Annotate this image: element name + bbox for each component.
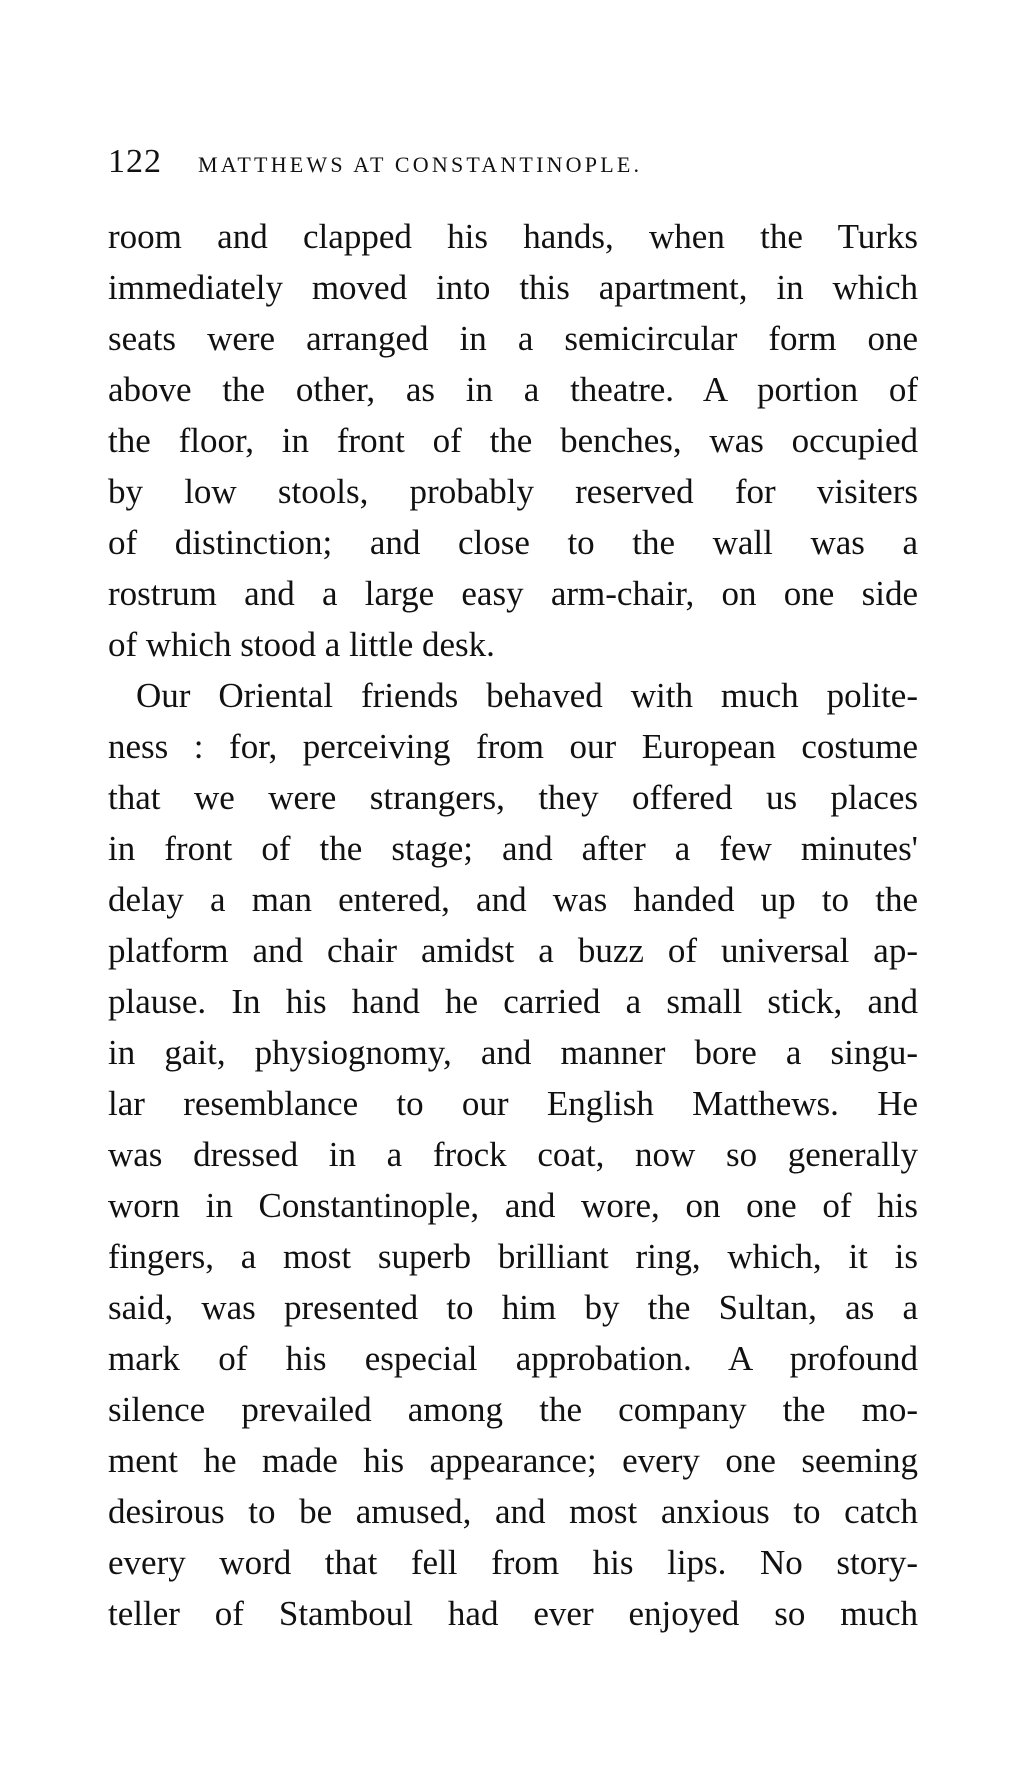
text-line: immediately moved into this apartment, in which [108, 268, 918, 307]
text-line: above the other, as in a theatre. A portion of [108, 370, 918, 409]
body-text [108, 211, 918, 1639]
page-number: 122 [108, 143, 162, 180]
text-line: said, was presented to him by the Sultan, as a [108, 1288, 918, 1327]
text-line: platform and chair amidst a buzz of universal ap- [108, 931, 918, 970]
paragraph-2 [108, 670, 918, 1639]
text-line: in front of the stage; and after a few minutes' [108, 829, 918, 868]
text-line: mark of his especial approbation. A profound [108, 1339, 918, 1378]
text-line: was dressed in a frock coat, now so generally [108, 1135, 918, 1174]
text-line: every word that fell from his lips. No story- [108, 1543, 918, 1582]
text-line: room and clapped his hands, when the Turks [108, 217, 918, 256]
text-line: in gait, physiognomy, and manner bore a singu- [108, 1033, 918, 1072]
text-line: delay a man entered, and was handed up to the [108, 880, 918, 919]
text-line: rostrum and a large easy arm-chair, on one side [108, 574, 918, 613]
text-line: plause. In his hand he carried a small stick, and [108, 982, 918, 1021]
text-line: lar resemblance to our English Matthews. He [108, 1084, 918, 1123]
text-line: desirous to be amused, and most anxious to catch [108, 1492, 918, 1531]
text-line: worn in Constantinople, and wore, on one of his [108, 1186, 918, 1225]
text-line: of distinction; and close to the wall was a [108, 523, 918, 562]
text-line: teller of Stamboul had ever enjoyed so much [108, 1594, 918, 1633]
text-line: by low stools, probably reserved for visiters [108, 472, 918, 511]
text-line: the floor, in front of the benches, was occupied [108, 421, 918, 460]
running-head [108, 142, 918, 182]
text-line: that we were strangers, they offered us places [108, 778, 918, 817]
running-title: MATTHEWS AT CONSTANTINOPLE. [198, 152, 643, 177]
text-line: Our Oriental friends behaved with much polite- [136, 676, 918, 715]
text-line: silence prevailed among the company the mo- [108, 1390, 918, 1429]
text-line: seats were arranged in a semicircular form one [108, 319, 918, 358]
text-line: of which stood a little desk. [108, 625, 495, 664]
paragraph-1 [108, 211, 918, 670]
text-line: ness : for, perceiving from our European costume [108, 727, 918, 766]
text-line: fingers, a most superb brilliant ring, which, it is [108, 1237, 918, 1276]
text-line: ment he made his appearance; every one seeming [108, 1441, 918, 1480]
